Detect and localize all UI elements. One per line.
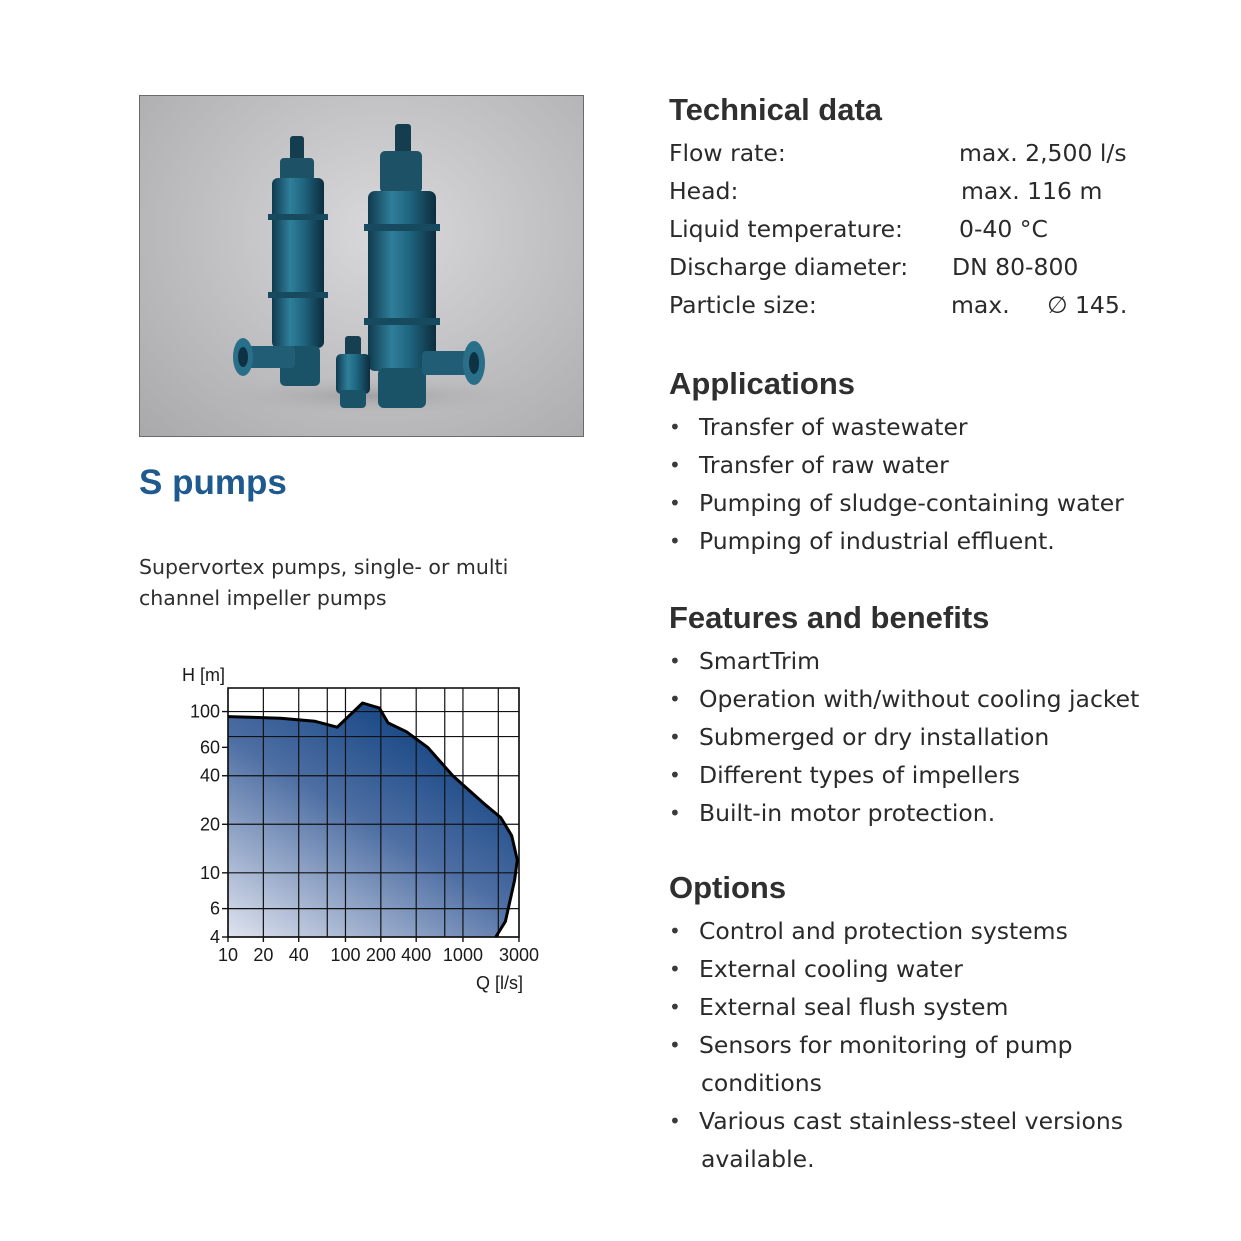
list-item-text-continued: conditions [701,1069,822,1097]
list-item-text: External cooling water [699,955,963,983]
tech-row-head [669,172,1229,210]
tech-value: max. ∅ 145. [951,291,1128,319]
bullet-icon: • [669,1109,681,1133]
bullet-icon: • [669,415,681,439]
list-item-text: Built-in motor protection. [699,799,996,827]
list-item [669,1102,1229,1178]
features-title: Features and benefits [669,600,990,635]
list-item [669,680,1229,718]
y-tick-label: 40 [199,765,220,786]
y-tick-label: 60 [199,737,220,758]
performance-chart [170,655,550,1000]
performance-envelope-area [228,703,517,937]
options-list [669,912,1229,1178]
list-item [669,484,1229,522]
x-tick-label: 20 [253,945,274,965]
tech-label: Head: [669,177,739,205]
y-axis-label: H [m] [182,665,225,685]
y-tick-label: 6 [209,898,220,919]
small-pump [336,336,370,408]
options-title: Options [669,870,787,905]
tech-label: Liquid temperature: [669,215,903,243]
list-item-text: Various cast stainless-steel versions [699,1107,1123,1135]
list-item-text: Pumping of industrial effluent. [699,527,1055,555]
bullet-icon: • [669,649,681,673]
y-tick-label: 4 [209,927,220,947]
list-item-text: Submerged or dry installation [699,723,1050,751]
right-pump [364,124,485,408]
bullet-icon: • [669,1033,681,1057]
left-pump [233,136,328,386]
list-item [669,794,1229,832]
x-tick-label: 100 [330,945,361,965]
applications-title: Applications [669,366,856,401]
product-description: Supervortex pumps, single- or multi channel impeller pumps [139,555,509,610]
list-item-text: SmartTrim [699,647,821,675]
tech-label: Discharge diameter: [669,253,909,281]
list-item [669,522,1229,560]
product-title: S pumps [139,463,287,502]
x-tick-label: 200 [365,945,396,965]
bullet-icon: • [669,919,681,943]
y-tick-label: 100 [189,701,220,722]
tech-row-discharge-diameter [669,248,1229,286]
x-tick-label: 10 [217,945,239,965]
list-item [669,642,1229,680]
tech-value: 0-40 °C [959,215,1048,243]
applications-list [669,408,1229,560]
bullet-icon: • [669,801,681,825]
tech-row-particle-size [669,286,1229,324]
specs-column [669,90,1229,1178]
list-item [669,950,1229,988]
tech-label: Flow rate: [669,139,786,167]
tech-row-flow-rate [669,134,1229,172]
pumps-illustration [140,96,584,437]
x-tick-label: 1000 [442,945,483,965]
technical-data-table [669,134,1229,324]
list-item-text-continued: available. [701,1145,815,1173]
tech-value: max. 116 m [961,177,1103,205]
list-item [669,446,1229,484]
list-item-text: Transfer of wastewater [699,413,968,441]
list-item-text: Pumping of sludge-containing water [699,489,1124,517]
x-tick-label: 40 [288,945,309,965]
x-tick-label: 3000 [498,945,540,965]
tech-value: max. 2,500 l/s [959,139,1127,167]
bullet-icon: • [669,763,681,787]
bullet-icon: • [669,529,681,553]
product-photo [139,95,584,437]
bullet-icon: • [669,453,681,477]
list-item-text: Transfer of raw water [699,451,949,479]
tech-value: DN 80-800 [952,253,1079,281]
tech-label: Particle size: [669,291,817,319]
technical-data-title: Technical data [669,92,883,127]
list-item-text: Control and protection systems [699,917,1068,945]
y-tick-label: 10 [199,862,220,883]
bullet-icon: • [669,957,681,981]
bullet-icon: • [669,725,681,749]
x-tick-label: 400 [401,945,432,965]
x-axis-label: Q [l/s] [476,973,524,993]
bullet-icon: • [669,995,681,1019]
list-item-text: Different types of impellers [699,761,1021,789]
y-tick-label: 20 [199,814,220,835]
list-item [669,718,1229,756]
bullet-icon: • [669,491,681,515]
bullet-icon: • [669,687,681,711]
list-item [669,912,1229,950]
list-item [669,1026,1229,1102]
list-item [669,988,1229,1026]
list-item [669,756,1229,794]
tech-row-liquid-temperature [669,210,1229,248]
list-item-text: Operation with/without cooling jacket [699,685,1140,713]
list-item-text: External seal flush system [699,993,1009,1021]
features-list [669,642,1229,832]
list-item [669,408,1229,446]
list-item-text: Sensors for monitoring of pump [699,1031,1073,1059]
